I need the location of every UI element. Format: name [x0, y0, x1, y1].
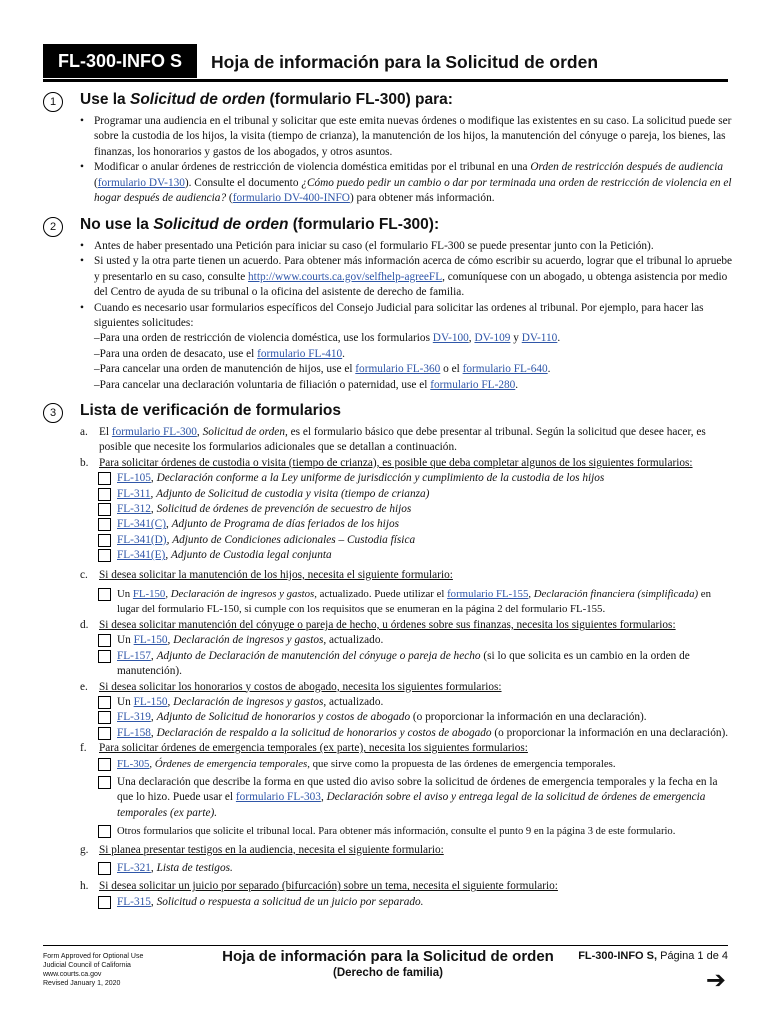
checkbox[interactable]: [98, 634, 111, 647]
form-id-badge: FL-300-INFO S: [43, 44, 197, 78]
checkbox-row: FL-105, Declaración conforme a la Ley uniforme de jurisdicción y cumplimiento de la custodia de los hijos: [43, 471, 733, 486]
page-number: FL-300-INFO S, Página 1 de 4: [578, 950, 728, 962]
checklist-item-g: g. Si planea presentar testigos en la audiencia, necesita el siguiente formulario:: [80, 843, 444, 856]
checkbox-row: FL-341(C), Adjunto de Programa de días feriados de los hijos: [43, 517, 733, 532]
form-link[interactable]: FL-341(C): [117, 518, 166, 531]
form-title: Declaración conforme a la Ley uniforme de jurisdicción y cumplimiento de la custodia de los hijos: [156, 472, 605, 485]
form-title: Adjunto de Programa de días feriados de los hijos: [171, 518, 400, 531]
checklist-item-d: d. Si desea solicitar manutención del cónyuge o pareja de hecho, u órdenes sobre sus finanzas, necesita los siguientes formularios:: [80, 618, 676, 631]
checklist-item-b: b. Para solicitar órdenes de custodia o visita (tiempo de crianza), es posible que deba completar algunos de los siguientes formularios:: [80, 456, 693, 469]
section-number: 2: [43, 217, 63, 237]
section-3: [43, 403, 733, 910]
list-item: • Programar una audiencia en el tribunal y solicitar que este emita nuevas órdenes o modifique las existentes en su caso. La solicitud puede ser sobre la custodia de los hijos, la visita (tiempo de crianza), la manutención de los hijos, la manutención del cónyuge o pareja, los bienes, las finanzas, los honorarios y gastos de los abogados, y otros asuntos.: [80, 114, 733, 160]
link-fl158[interactable]: FL-158: [117, 726, 151, 739]
right-arrow-icon[interactable]: ➔: [705, 966, 726, 994]
checkbox-row: Un FL-150, Declaración de ingresos y gastos, actualizado.: [43, 695, 733, 710]
link-fl150[interactable]: FL-150: [133, 634, 168, 647]
link-fl155[interactable]: formulario FL-155: [447, 588, 529, 601]
dash-item: –Para cancelar una declaración voluntaria de filiación o paternidad, use el formulario FL-280.: [94, 378, 519, 391]
link-selfhelp-agreement[interactable]: http://www.courts.ca.gov/selfhelp-agreeFL: [248, 270, 443, 283]
link-fl321[interactable]: FL-321: [117, 861, 151, 874]
checkbox-row: Un FL-150, Declaración de ingresos y gastos, actualizado. Puede utilizar el formulario FL-155, Declaración financiera (simplificada) en lugar del formulario FL-150, si cumple con los requisitos que se enumeran en la página 2 del formulario FL-155.: [43, 587, 733, 618]
link-fl157[interactable]: FL-157: [117, 649, 151, 662]
checkbox-row: FL-341(D), Adjunto de Condiciones adicionales – Custodia física: [43, 533, 733, 548]
bullet-list: [43, 114, 733, 206]
checkbox[interactable]: [98, 727, 111, 740]
checkbox[interactable]: [98, 825, 111, 838]
link-fl319[interactable]: FL-319: [117, 711, 151, 724]
checkbox-row: Otros formularios que solicite el tribunal local. Para obtener más información, consulte el punto 9 en la página 3 de este formulario.: [43, 824, 733, 839]
checklist-item-c: c. Si desea solicitar la manutención de los hijos, necesita el siguiente formulario:: [80, 568, 453, 581]
form-title: Adjunto de Solicitud de custodia y visita (tiempo de crianza): [156, 487, 430, 500]
checkbox[interactable]: [98, 862, 111, 875]
checkbox[interactable]: [98, 488, 111, 501]
footer-approval: Form Approved for Optional Use Judicial Council of California www.courts.ca.gov Revised January 1, 2020: [43, 953, 144, 987]
section-title: No use la Solicitud de orden (formulario FL-300):: [80, 216, 440, 233]
checkbox-row: FL-341(E), Adjunto de Custodia legal conjunta: [43, 548, 733, 563]
checkbox[interactable]: [98, 503, 111, 516]
checkbox-row: FL-312, Solicitud de órdenes de prevención de secuestro de hijos: [43, 502, 733, 517]
dash-item: –Para una orden de desacato, use el formulario FL-410.: [94, 347, 345, 360]
link-fl150[interactable]: FL-150: [133, 695, 168, 708]
link-fl303[interactable]: formulario FL-303: [235, 791, 321, 804]
section-1: [43, 92, 733, 206]
checkbox[interactable]: [98, 472, 111, 485]
list-item: • Modificar o anular órdenes de restricción de violencia doméstica emitidas por el tribunal en una Orden de restricción después de audiencia (formulario DV-130). Consulte el documento ¿Cómo puedo pedir un cambio o dar por terminada una orden de restricción de violencia en el hogar después de audiencia? (formulario DV-400-INFO) para obtener más información.: [80, 160, 733, 206]
checkbox[interactable]: [98, 696, 111, 709]
bullet-list: [43, 239, 733, 393]
link-fl315[interactable]: FL-315: [117, 895, 151, 908]
checklist-item-e: e. Si desea solicitar los honorarios y costos de abogado, necesita los siguientes formularios:: [80, 680, 502, 693]
form-title: Adjunto de Custodia legal conjunta: [170, 549, 332, 562]
checkbox[interactable]: [98, 896, 111, 909]
header-divider: [43, 79, 728, 82]
link-fl360[interactable]: formulario FL-360: [355, 363, 441, 376]
checklist: [43, 425, 733, 910]
link-dv109[interactable]: DV-109: [474, 332, 511, 345]
checkbox-row: FL-158, Declaración de respaldo a la solicitud de honorarios y costos de abogado (o proporcionar la información en una declaración).: [43, 726, 733, 741]
link-fl150[interactable]: FL-150: [132, 588, 166, 601]
checkbox-row: Un FL-150, Declaración de ingresos y gastos, actualizado.: [43, 633, 733, 648]
link-fl280[interactable]: formulario FL-280: [430, 378, 516, 391]
form-link[interactable]: FL-311: [117, 487, 151, 500]
form-list-b: [43, 471, 733, 563]
checkbox[interactable]: [98, 588, 111, 601]
checkbox-row: FL-311, Adjunto de Solicitud de custodia y visita (tiempo de crianza): [43, 487, 733, 502]
checkbox[interactable]: [98, 534, 111, 547]
checkbox[interactable]: [98, 518, 111, 531]
link-fl305[interactable]: FL-305: [117, 757, 150, 770]
checkbox-row: FL-321, Lista de testigos.: [43, 861, 733, 876]
checkbox-row: FL-319, Adjunto de Solicitud de honorarios y costos de abogado (o proporcionar la información en una declaración).: [43, 710, 733, 725]
checkbox[interactable]: [98, 758, 111, 771]
link-fl640[interactable]: formulario FL-640: [462, 363, 548, 376]
form-header: [43, 44, 728, 78]
link-dv100[interactable]: DV-100: [432, 332, 469, 345]
checkbox[interactable]: [98, 711, 111, 724]
dash-item: –Para una orden de restricción de violencia doméstica, use los formularios DV-100, DV-109 y DV-110.: [94, 332, 561, 345]
checkbox-row: FL-315, Solicitud o respuesta a solicitud de un juicio por separado.: [43, 895, 733, 910]
form-title: Adjunto de Condiciones adicionales – Custodia física: [172, 533, 416, 546]
checklist-item-h: h. Si desea solicitar un juicio por separado (bifurcación) sobre un tema, necesita el siguiente formulario:: [80, 880, 558, 893]
checklist-item-f: f. Para solicitar órdenes de emergencia temporales (ex parte), necesita los siguientes formularios:: [80, 742, 528, 755]
checkbox[interactable]: [98, 650, 111, 663]
checklist-item-a: a. El formulario FL-300, Solicitud de orden, es el formulario básico que debe presentar al tribunal. Según la solicitud que desee hacer, es posible que necesite los formularios adicionales que se detallan a continuación.: [80, 426, 706, 454]
checkbox[interactable]: [98, 776, 111, 789]
form-title: Solicitud de órdenes de prevención de secuestro de hijos: [156, 503, 412, 516]
checkbox-row: FL-157, Adjunto de Declaración de manutención del cónyuge o pareja de hecho (si lo que solicita es un cambio en la orden de manutención).: [43, 649, 733, 680]
list-item: • Antes de haber presentado una Petición para iniciar su caso (el formulario FL-300 se puede presentar junto con la Petición).: [80, 239, 733, 254]
section-title: Lista de verificación de formularios: [80, 402, 341, 419]
list-item: • Si usted y la otra parte tienen un acuerdo. Para obtener más información acerca de cómo escribir su acuerdo, lograr que el tribunal lo apruebe y presentarlo en su caso, consulte http://www.courts.ca.gov/selfhelp-agreeFL, comuníquese con un abogado, u obtenga asistencia por medio del Centro de ayuda de su tribunal o la oficina del asistente de derecho de familia.: [80, 254, 733, 300]
form-link[interactable]: FL-312: [117, 503, 151, 516]
link-fl410[interactable]: formulario FL-410: [257, 347, 343, 360]
page-footer: [43, 945, 728, 994]
page-title: Hoja de información para la Solicitud de orden: [211, 52, 599, 72]
list-item: • Cuando es necesario usar formularios específicos del Consejo Judicial para solicitar las ordenes al tribunal. Por ejemplo, para hacer las siguientes solicitudes: –Para una orden de restricción de violencia doméstica, use los formularios DV-100, DV-109 y DV-110. –Para una orden de desacato, use el formulario FL-410. –Para cancelar una orden de manutención de hijos, use el formulario FL-360 o el formulario FL-640. –Para cancelar una declaración voluntaria de filiación o paternidad, use el formulario FL-280.: [80, 301, 733, 393]
section-number: 3: [43, 403, 63, 423]
link-fl300[interactable]: formulario FL-300: [111, 426, 197, 438]
dash-item: –Para cancelar una orden de manutención de hijos, use el formulario FL-360 o el formulario FL-640.: [94, 363, 551, 376]
section-title: Use la Solicitud de orden (formulario FL-300) para:: [80, 91, 453, 108]
link-dv130[interactable]: formulario DV-130: [97, 176, 185, 189]
link-dv110[interactable]: DV-110: [521, 332, 558, 345]
form-link[interactable]: FL-341(D): [117, 533, 167, 546]
checkbox-row: FL-305, Órdenes de emergencia temporales, que sirve como la propuesta de las órdenes de emergencia temporales.: [43, 757, 733, 772]
form-link[interactable]: FL-105: [117, 472, 151, 485]
section-2: [43, 217, 733, 393]
checkbox[interactable]: [98, 549, 111, 562]
section-number: 1: [43, 92, 63, 112]
footer-title: Hoja de información para la Solicitud de orden (Derecho de familia): [222, 948, 554, 979]
checkbox-row: Una declaración que describe la forma en que usted dio aviso sobre la solicitud de órdenes de emergencia temporales y la fecha en la que lo hizo. Puede usar el formulario FL-303, Declaración sobre el aviso y entrega legal de la solicitud de órdenes de emergencia temporales (ex parte).: [43, 775, 733, 821]
form-link[interactable]: FL-341(E): [117, 549, 166, 562]
link-dv400-info[interactable]: formulario DV-400-INFO: [232, 192, 350, 205]
